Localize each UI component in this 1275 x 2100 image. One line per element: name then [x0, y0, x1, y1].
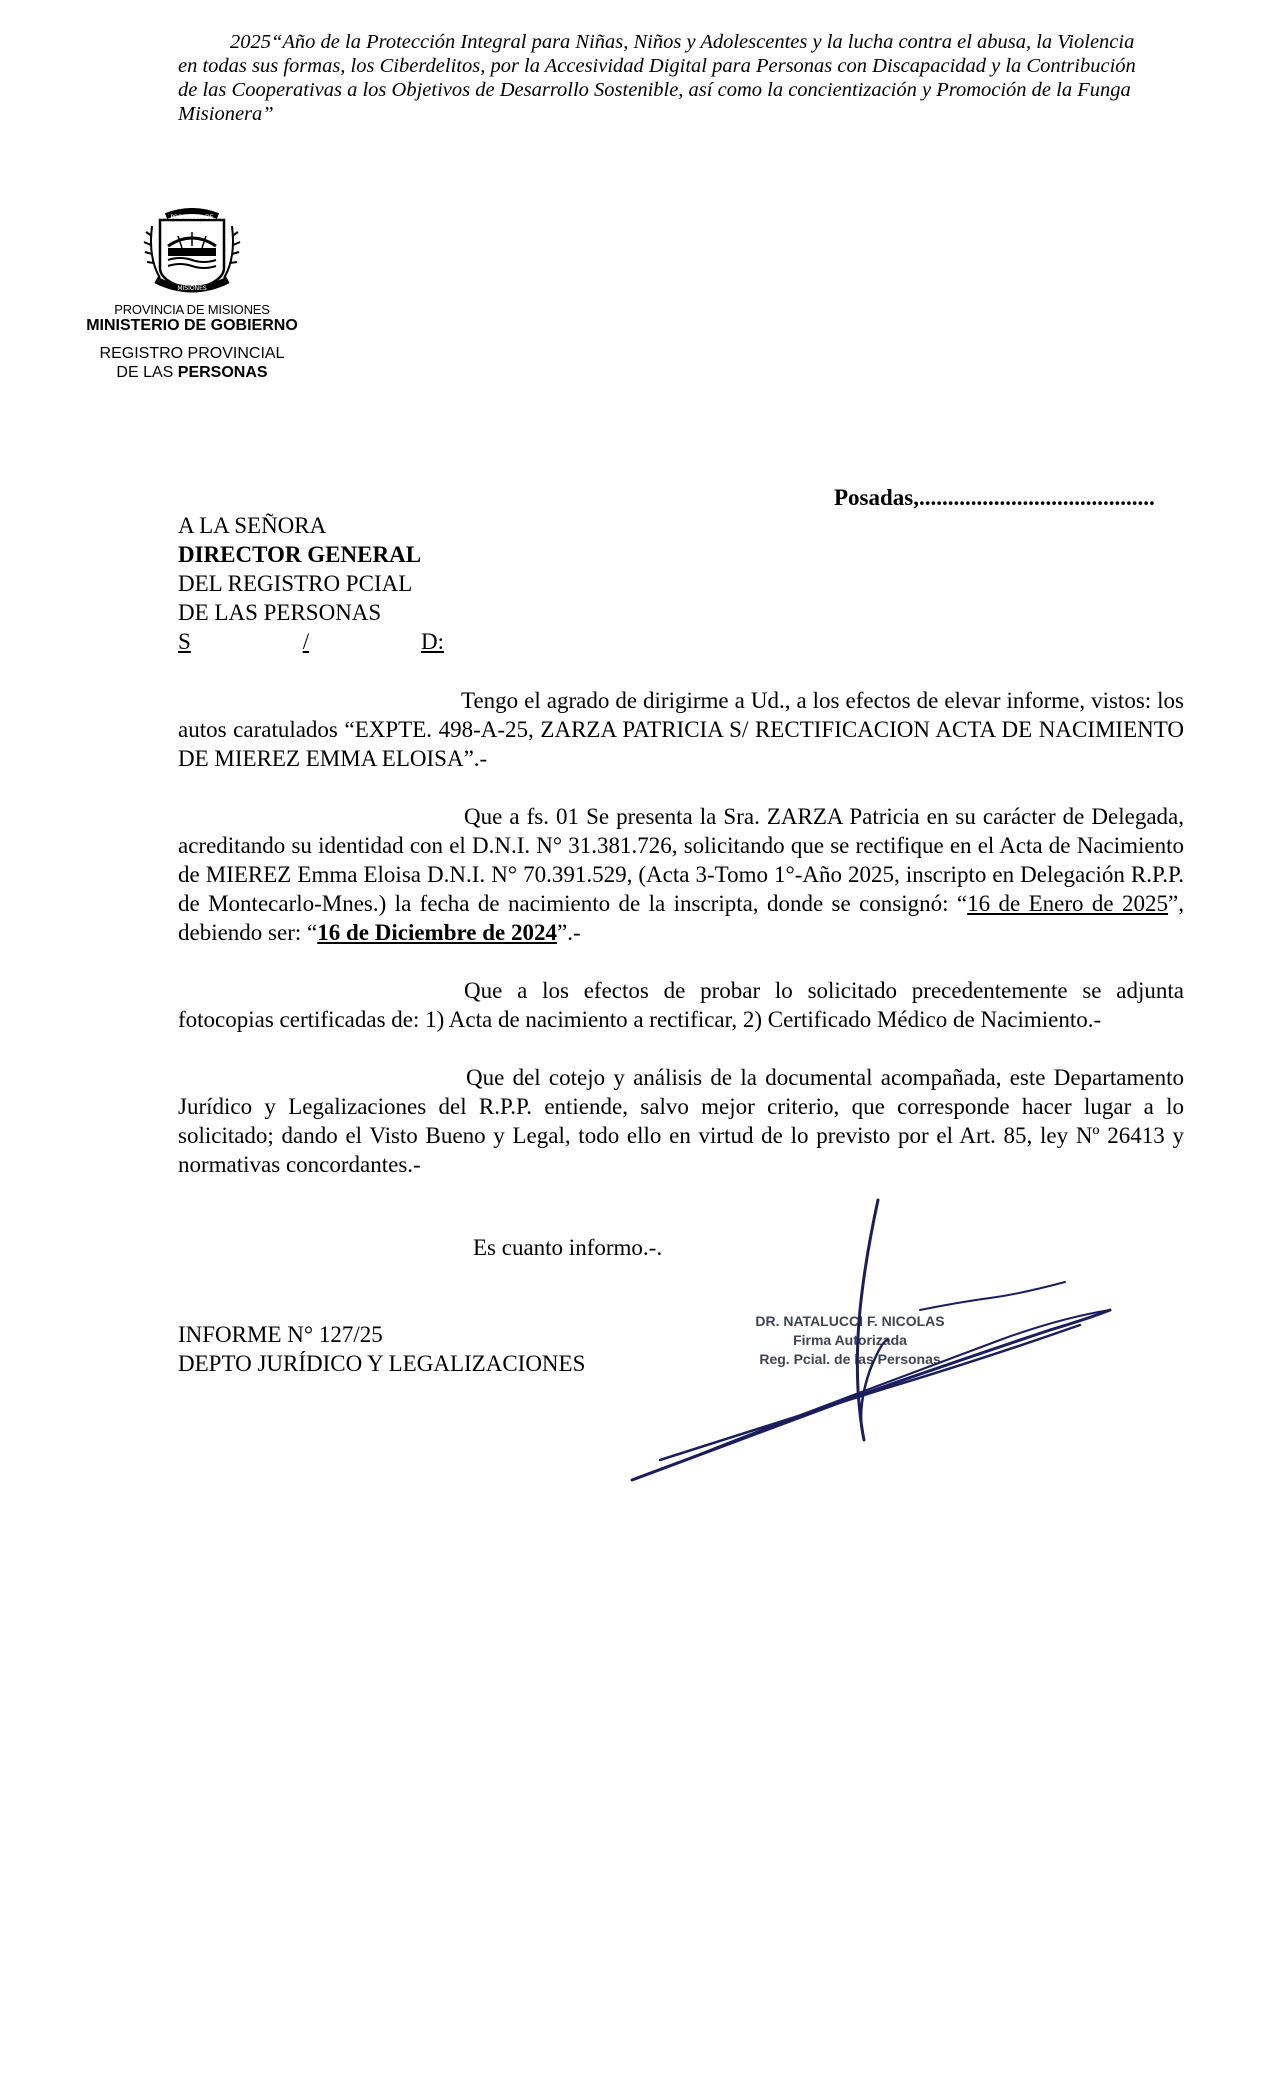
- ministry-name: MINISTERIO DE GOBIERNO: [86, 317, 298, 334]
- addressee-line-1: A LA SEÑORA: [178, 513, 327, 538]
- paragraph-evidence: Que a los efectos de probar lo solicitado precedentemente se adjunta fotocopias certificadas de: 1) Acta de nacimiento a rectificar, 2) Certificado Médico de Nacimiento.-: [178, 978, 1184, 1032]
- wrong-date: 16 de Enero de 2025: [967, 891, 1169, 916]
- paragraph-request: Que a fs. 01 Se presenta la Sra. ZARZA Patricia en su carácter de Delegada, acreditando su identidad con el D.N.I. N° 31.381.726, solicitando que se rectifique en el Acta de Nacimiento de MIEREZ Emma Eloisa D.N.I. N° 70.391.529, (Acta 3-Tomo 1°-Año 2025, inscripto en Delegación R.P.P. de Montecarlo-Mnes.) la fecha de nacimiento de la inscripta, donde se consignó: “16 de Enero de 2025”, debiendo ser: “16 de Diciembre de 2024”.-: [178, 804, 1185, 945]
- addressee-line-3: DEL REGISTRO PCIAL: [178, 571, 413, 596]
- report-identification: [178, 1320, 585, 1378]
- paragraph-intro: Tengo el agrado de dirigirme a Ud., a los efectos de elevar informe, vistos: los autos caratulados “EXPTE. 498-A-25, ZARZA PATRICIA S/ RECTIFICACION ACTA DE NACIMIENTO DE MIEREZ EMMA ELOISA”.-: [178, 688, 1184, 771]
- provincia-de-misiones-seal-icon: [138, 208, 246, 296]
- handwritten-signature: [620, 1190, 1140, 1490]
- registry-name-line2: DE LAS PERSONAS: [116, 364, 268, 381]
- stamp-name: DR. NATALUCCI F. NICOLAS: [755, 1313, 945, 1329]
- report-body: [178, 686, 1184, 1208]
- stamp-institution: Reg. Pcial. de las Personas: [759, 1351, 941, 1367]
- salutation-sd: S / D:: [178, 629, 444, 654]
- report-department: DEPTO JURÍDICO Y LEGALIZACIONES: [178, 1351, 586, 1376]
- registry-name-line1: REGISTRO PROVINCIAL: [99, 345, 285, 362]
- province-name: PROVINCIA DE MISIONES: [114, 302, 270, 317]
- stamp-role: Firma Autorizada: [793, 1332, 907, 1348]
- svg-text:PROVINCIA DE: PROVINCIA DE: [170, 214, 214, 221]
- addressee-block: [178, 511, 444, 656]
- closing-statement: Es cuanto informo.-.: [473, 1235, 663, 1260]
- paragraph-conclusion: Que del cotejo y análisis de la documental acompañada, este Departamento Jurídico y Legalizaciones del R.P.P. entiende, salvo mejor criterio, que corresponde hacer lugar a lo solicitado; dando el Visto Bueno y Legal, todo ello en virtud de lo previsto por el Art. 85, ley Nº 26413 y normativas concordantes.-: [178, 1065, 1184, 1177]
- motto-line-4: Misionera”: [178, 103, 274, 125]
- motto-line-1: 2025“Año de la Protección Integral para Niñas, Niños y Adolescentes y la lucha contra el abusa, la Violencia: [230, 31, 1135, 53]
- addressee-title: DIRECTOR GENERAL: [178, 542, 422, 567]
- place-date: Posadas,.........................................: [834, 485, 1155, 510]
- motto-line-2: en todas sus formas, los Ciberdelitos, por la Accesividad Digital para Personas con Discapacidad y la Contribución: [178, 55, 1136, 77]
- institution-logo-block: [72, 208, 312, 382]
- correct-date: 16 de Diciembre de 2024: [317, 920, 557, 945]
- header-motto: [178, 30, 1188, 126]
- addressee-line-4: DE LAS PERSONAS: [178, 600, 382, 625]
- motto-line-3: de las Cooperativas a los Objetivos de Desarrollo Sostenible, así como la concientización y Promoción de la Funga: [178, 79, 1131, 101]
- report-number: INFORME N° 127/25: [178, 1322, 383, 1347]
- svg-text:MISIONES: MISIONES: [177, 285, 207, 292]
